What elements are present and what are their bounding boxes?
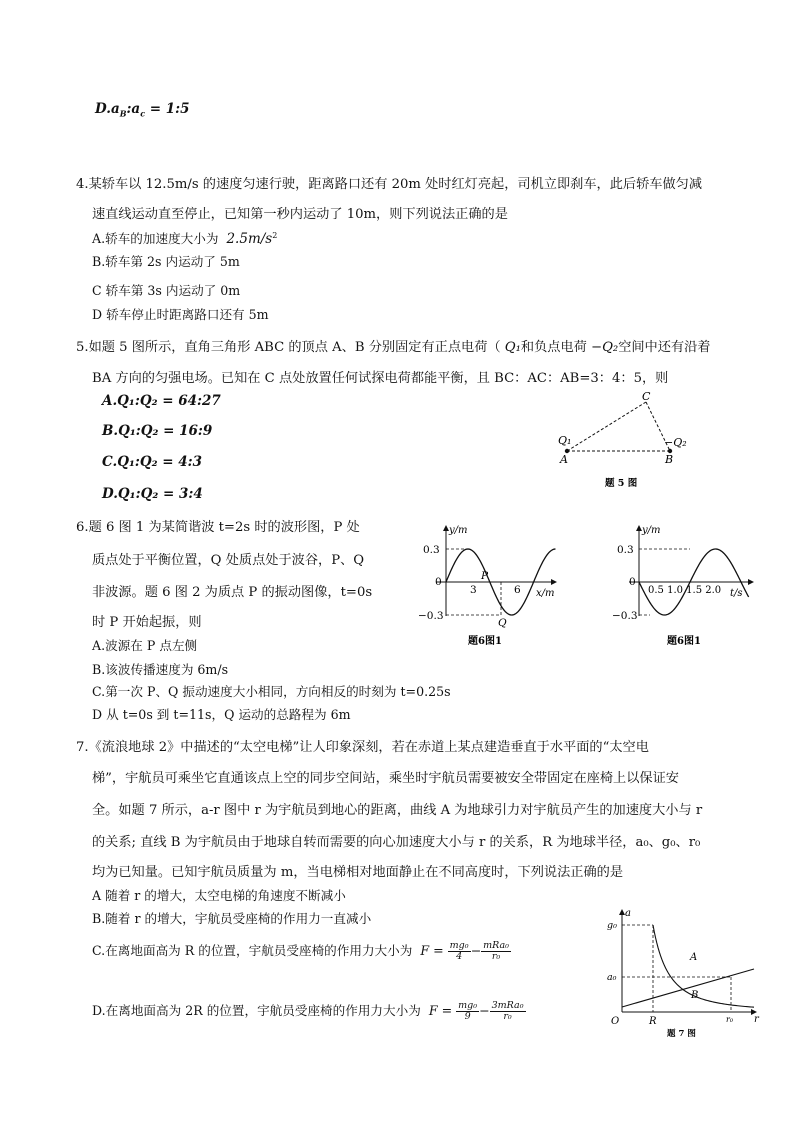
- fig1-xlabel: x/m: [536, 588, 555, 599]
- label-curve-a: A: [690, 952, 698, 963]
- fig2-y-bot: −0.3: [612, 610, 638, 622]
- label-r-axis: r: [754, 1014, 759, 1025]
- q6-stem-line1: 6.题 6 图 1 为某简谐波 t=2s 时的波形图，P 处: [76, 520, 360, 535]
- q6-stem-line4: 时 P 开始起振，则: [92, 615, 202, 630]
- q5-stem-line2: BA 方向的匀强电场。已知在 C 点处放置任何试探电荷都能平衡，且 BC：AC：AB=3：4：5，则: [92, 371, 669, 386]
- label-q1: Q₁: [558, 434, 572, 447]
- q5-triangle-figure: [550, 390, 690, 490]
- edge-ac: [567, 402, 646, 451]
- figure-caption: 题 5 图: [605, 478, 638, 489]
- fig1-y-zero: 0: [435, 576, 442, 588]
- label-q2: −Q₂: [664, 436, 687, 449]
- q7-stem-line4: 的关系; 直线 B 为宇航员由于地球自转而需要的向心加速度大小与 r 的关系，R 为地球半径，a₀、g₀、r₀: [92, 835, 701, 850]
- label-a-axis: a: [625, 908, 631, 919]
- q6-option-d: D 从 t=0s 到 t=11s，Q 运动的总路程为 6m: [92, 707, 351, 722]
- q4-option-d: D 轿车停止时距离路口还有 5m: [92, 307, 269, 322]
- fig2-y-top: 0.3: [617, 544, 634, 556]
- q6-stem-line3: 非波源。题 6 图 2 为质点 P 的振动图像，t=0s: [92, 585, 373, 600]
- q6-option-b: B.该波传播速度为 6m/s: [92, 662, 229, 677]
- label-a: A: [560, 453, 568, 466]
- fig1-x3: 3: [470, 584, 477, 596]
- label-r-tick: R: [649, 1016, 657, 1027]
- q6-stem-line2: 质点处于平衡位置，Q 处质点处于波谷，P、Q: [92, 553, 365, 568]
- q5-option-b: B.Q₁:Q₂ = 16:9: [102, 423, 213, 439]
- q4-option-c: C 轿车第 3s 内运动了 0m: [92, 283, 241, 298]
- q7-option-b: B.随着 r 的增大，宇航员受座椅的作用力一直减小: [92, 911, 372, 926]
- fig1-label-p: P: [481, 570, 489, 582]
- fig1-y-top: 0.3: [423, 544, 440, 556]
- fig2-xlabel: t/s: [730, 588, 743, 599]
- q5-option-c: C.Q₁:Q₂ = 4:3: [102, 454, 203, 470]
- fig2-ticks: 0.5 1.0 1.5 2.0: [648, 585, 722, 596]
- q7-stem-line3: 全。如题 7 所示，a-r 图中 r 为宇航员到地心的距离，曲线 A 为地球引力对宇航员产生的加速度大小与 r: [92, 803, 703, 818]
- q7-option-a: A 随着 r 的增大，太空电梯的角速度不断减小: [92, 888, 346, 903]
- q4-option-b: B.轿车第 2s 内运动了 5m: [92, 254, 240, 269]
- fig1-y-bot: −0.3: [418, 610, 444, 622]
- q4-stem-line2: 速直线运动直至停止，已知第一秒内运动了 10m，则下列说法正确的是: [92, 207, 508, 222]
- q4-stem-line1: 4.某轿车以 12.5m/s 的速度匀速行驶，距离路口还有 20m 处时红灯亮起，司机立即刹车，此后轿车做匀减: [76, 177, 703, 192]
- q6-fig2-vibration: [612, 522, 762, 647]
- q7-stem-line1: 7.《流浪地球 2》中描述的“太空电梯”让人印象深刻，若在赤道上某点建造垂直于水平面的“太空电: [76, 740, 649, 755]
- label-line-b: B: [691, 990, 699, 1001]
- fig1-x6: 6: [514, 584, 521, 596]
- fig1-ylabel: y/m: [449, 525, 468, 536]
- q5-stem-line1: 5.如题 5 图所示，直角三角形 ABC 的顶点 A、B 分别固定有正点电荷（ Q₁和负点电荷 −Q₂空间中还有沿着: [76, 340, 711, 355]
- q4-option-a: A.轿车的加速度大小为 $2.5m/s^2$: [92, 231, 278, 248]
- q7-a-r-figure: [604, 905, 766, 1040]
- curve-a: [653, 925, 754, 1007]
- label-g0: g₀: [607, 920, 617, 931]
- fig2-caption: 题6图1: [667, 636, 701, 647]
- label-a0: a₀: [607, 972, 617, 983]
- fig2-ylabel: y/m: [642, 525, 661, 536]
- q6-option-a: A.波源在 P 点左侧: [92, 638, 198, 653]
- fig2-y-zero: 0: [629, 576, 636, 588]
- q5-option-d: D.Q₁:Q₂ = 3:4: [102, 486, 203, 502]
- q7-stem-line5: 均为已知量。已知宇航员质量为 m，当电梯相对地面静止在不同高度时，下列说法正确的是: [92, 865, 624, 880]
- q7-option-c: C.在离地面高为 R 的位置，宇航员受座椅的作用力大小为 F = $\frac{\text{mg₀}}{4}$ − $\frac{\text{mRa₀}}{\text{r₀}}$: [92, 940, 509, 962]
- q5-option-a: A.Q₁:Q₂ = 64:27: [102, 393, 221, 409]
- line-b: [622, 969, 754, 1007]
- figure-caption: 题 7 图: [667, 1029, 696, 1039]
- q7-option-d: D.在离地面高为 2R 的位置，宇航员受座椅的作用力大小为 F = $\frac{\text{mg₀}}{9}$ − $\frac{\text{3mRa₀}}{\text{r₀}}$: [92, 1000, 524, 1022]
- q6-fig1-waveform: [418, 522, 568, 647]
- q7-stem-line2: 梯”，宇航员可乘坐它直通该点上空的同步空间站，乘坐时宇航员需要被安全带固定在座椅上以保证安: [92, 771, 679, 786]
- fig1-caption: 题6图1: [468, 636, 502, 647]
- label-o: O: [611, 1016, 620, 1027]
- label-c: C: [642, 390, 651, 403]
- fig1-label-q: Q: [498, 617, 507, 629]
- label-b: B: [665, 453, 674, 466]
- label-r0: r₀: [726, 1015, 734, 1024]
- q6-option-c: C.第一次 P、Q 振动速度大小相同，方向相反的时刻为 t=0.25s: [92, 684, 451, 699]
- q3-option-d: $D.a_B:a_c$ = 1:5: [95, 101, 190, 119]
